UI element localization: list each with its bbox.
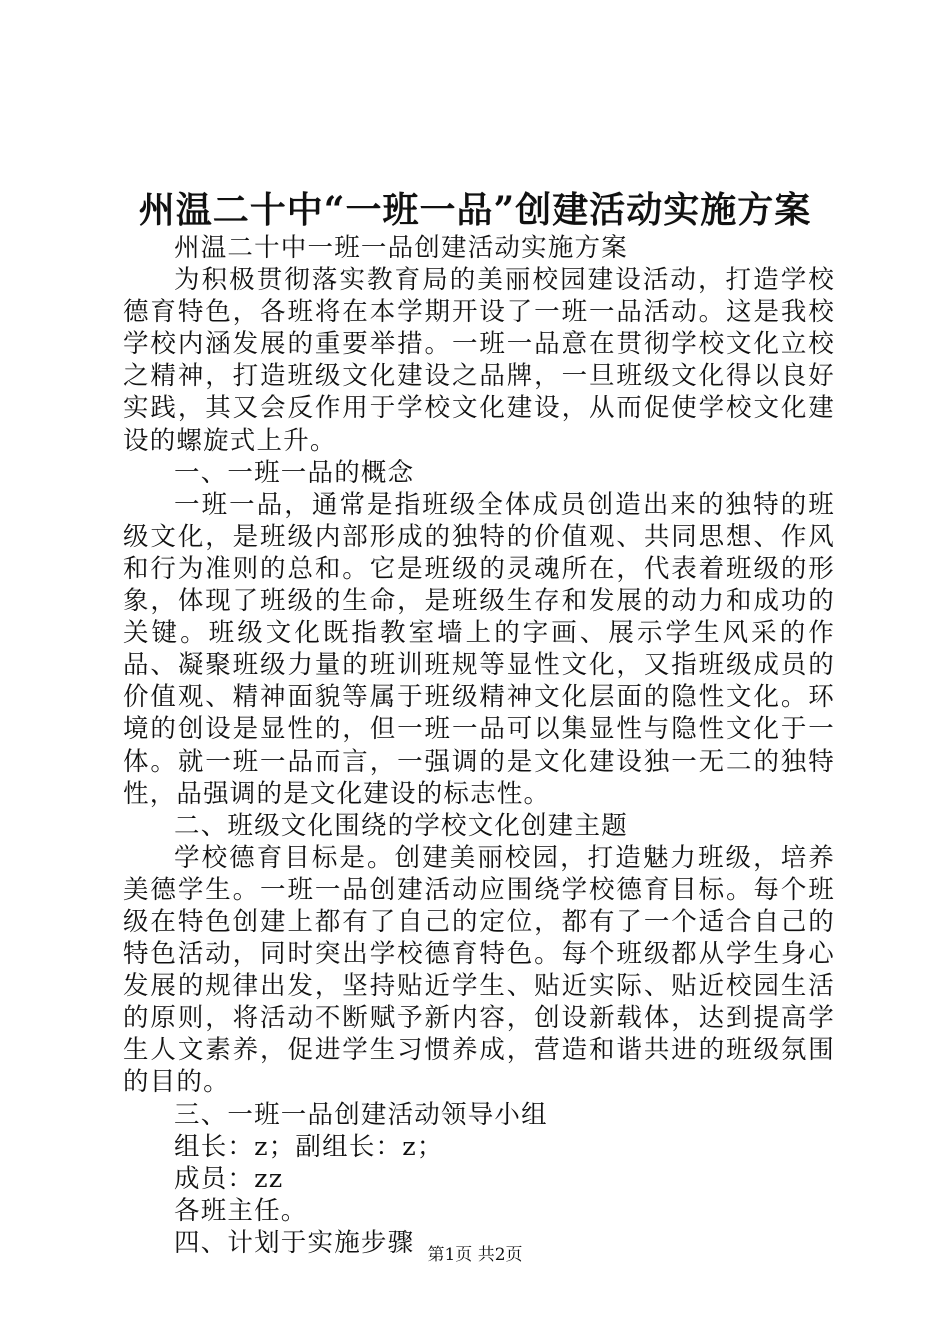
- paragraph-intro: 为积极贯彻落实教育局的美丽校园建设活动，打造学校德育特色，各班将在本学期开设了一班一品活动。这是我校学校内涵发展的重要举措。一班一品意在贯彻学校文化立校之精神，打造班级文化建设之品牌，一旦班级文化得以良好实践，其又会反作用于学校文化建设，从而促使学校文化建设的螺旋式上升。: [123, 265, 835, 456]
- paragraph-concept: 一班一品，通常是指班级全体成员创造出来的独特的班级文化，是班级内部形成的独特的价值观、共同思想、作风和行为准则的总和。它是班级的灵魂所在，代表着班级的形象，体现了班级的生命，是班级生存和发展的动力和成功的关键。班级文化既指教室墙上的字画、展示学生风采的作品、凝聚班级力量的班训班规等显性文化，又指班级成员的价值观、精神面貌等属于班级精神文化层面的隐性文化。环境的创设是显性的，但一班一品可以集显性与隐性文化于一体。就一班一品而言，一强调的是文化建设独一无二的独特性，品强调的是文化建设的标志性。: [123, 489, 835, 809]
- document-title: 州温二十中“一班一品”创建活动实施方案: [138, 189, 812, 231]
- paragraph-subtitle: 州温二十中一班一品创建活动实施方案: [174, 233, 628, 263]
- section-heading-3: 三、一班一品创建活动领导小组: [174, 1099, 548, 1130]
- paragraph-class-teachers: 各班主任。: [174, 1195, 308, 1226]
- paragraph-members: 成员：zz: [174, 1163, 284, 1194]
- section-heading-1: 一、一班一品的概念: [174, 457, 415, 488]
- document-body: [123, 232, 835, 1259]
- section-heading-2: 二、班级文化围绕的学校文化创建主题: [174, 810, 628, 841]
- section-heading-4: 四、计划于实施步骤: [174, 1227, 415, 1258]
- page-footer: 第1页 共2页: [427, 1245, 523, 1265]
- paragraph-theme: 学校德育目标是。创建美丽校园，打造魅力班级，培养美德学生。一班一品创建活动应围绕学校德育目标。每个班级在特色创建上都有了自己的定位，都有了一个适合自己的特色活动，同时突出学校德育特色。每个班级都从学生身心发展的规律出发，坚持贴近学生、贴近实际、贴近校园生活的原则，将活动不断赋予新内容，创设新载体，达到提高学生人文素养，促进学生习惯养成，营造和谐共进的班级氛围的目的。: [123, 842, 835, 1098]
- paragraph-leaders: 组长：z；副组长：z；: [174, 1131, 444, 1162]
